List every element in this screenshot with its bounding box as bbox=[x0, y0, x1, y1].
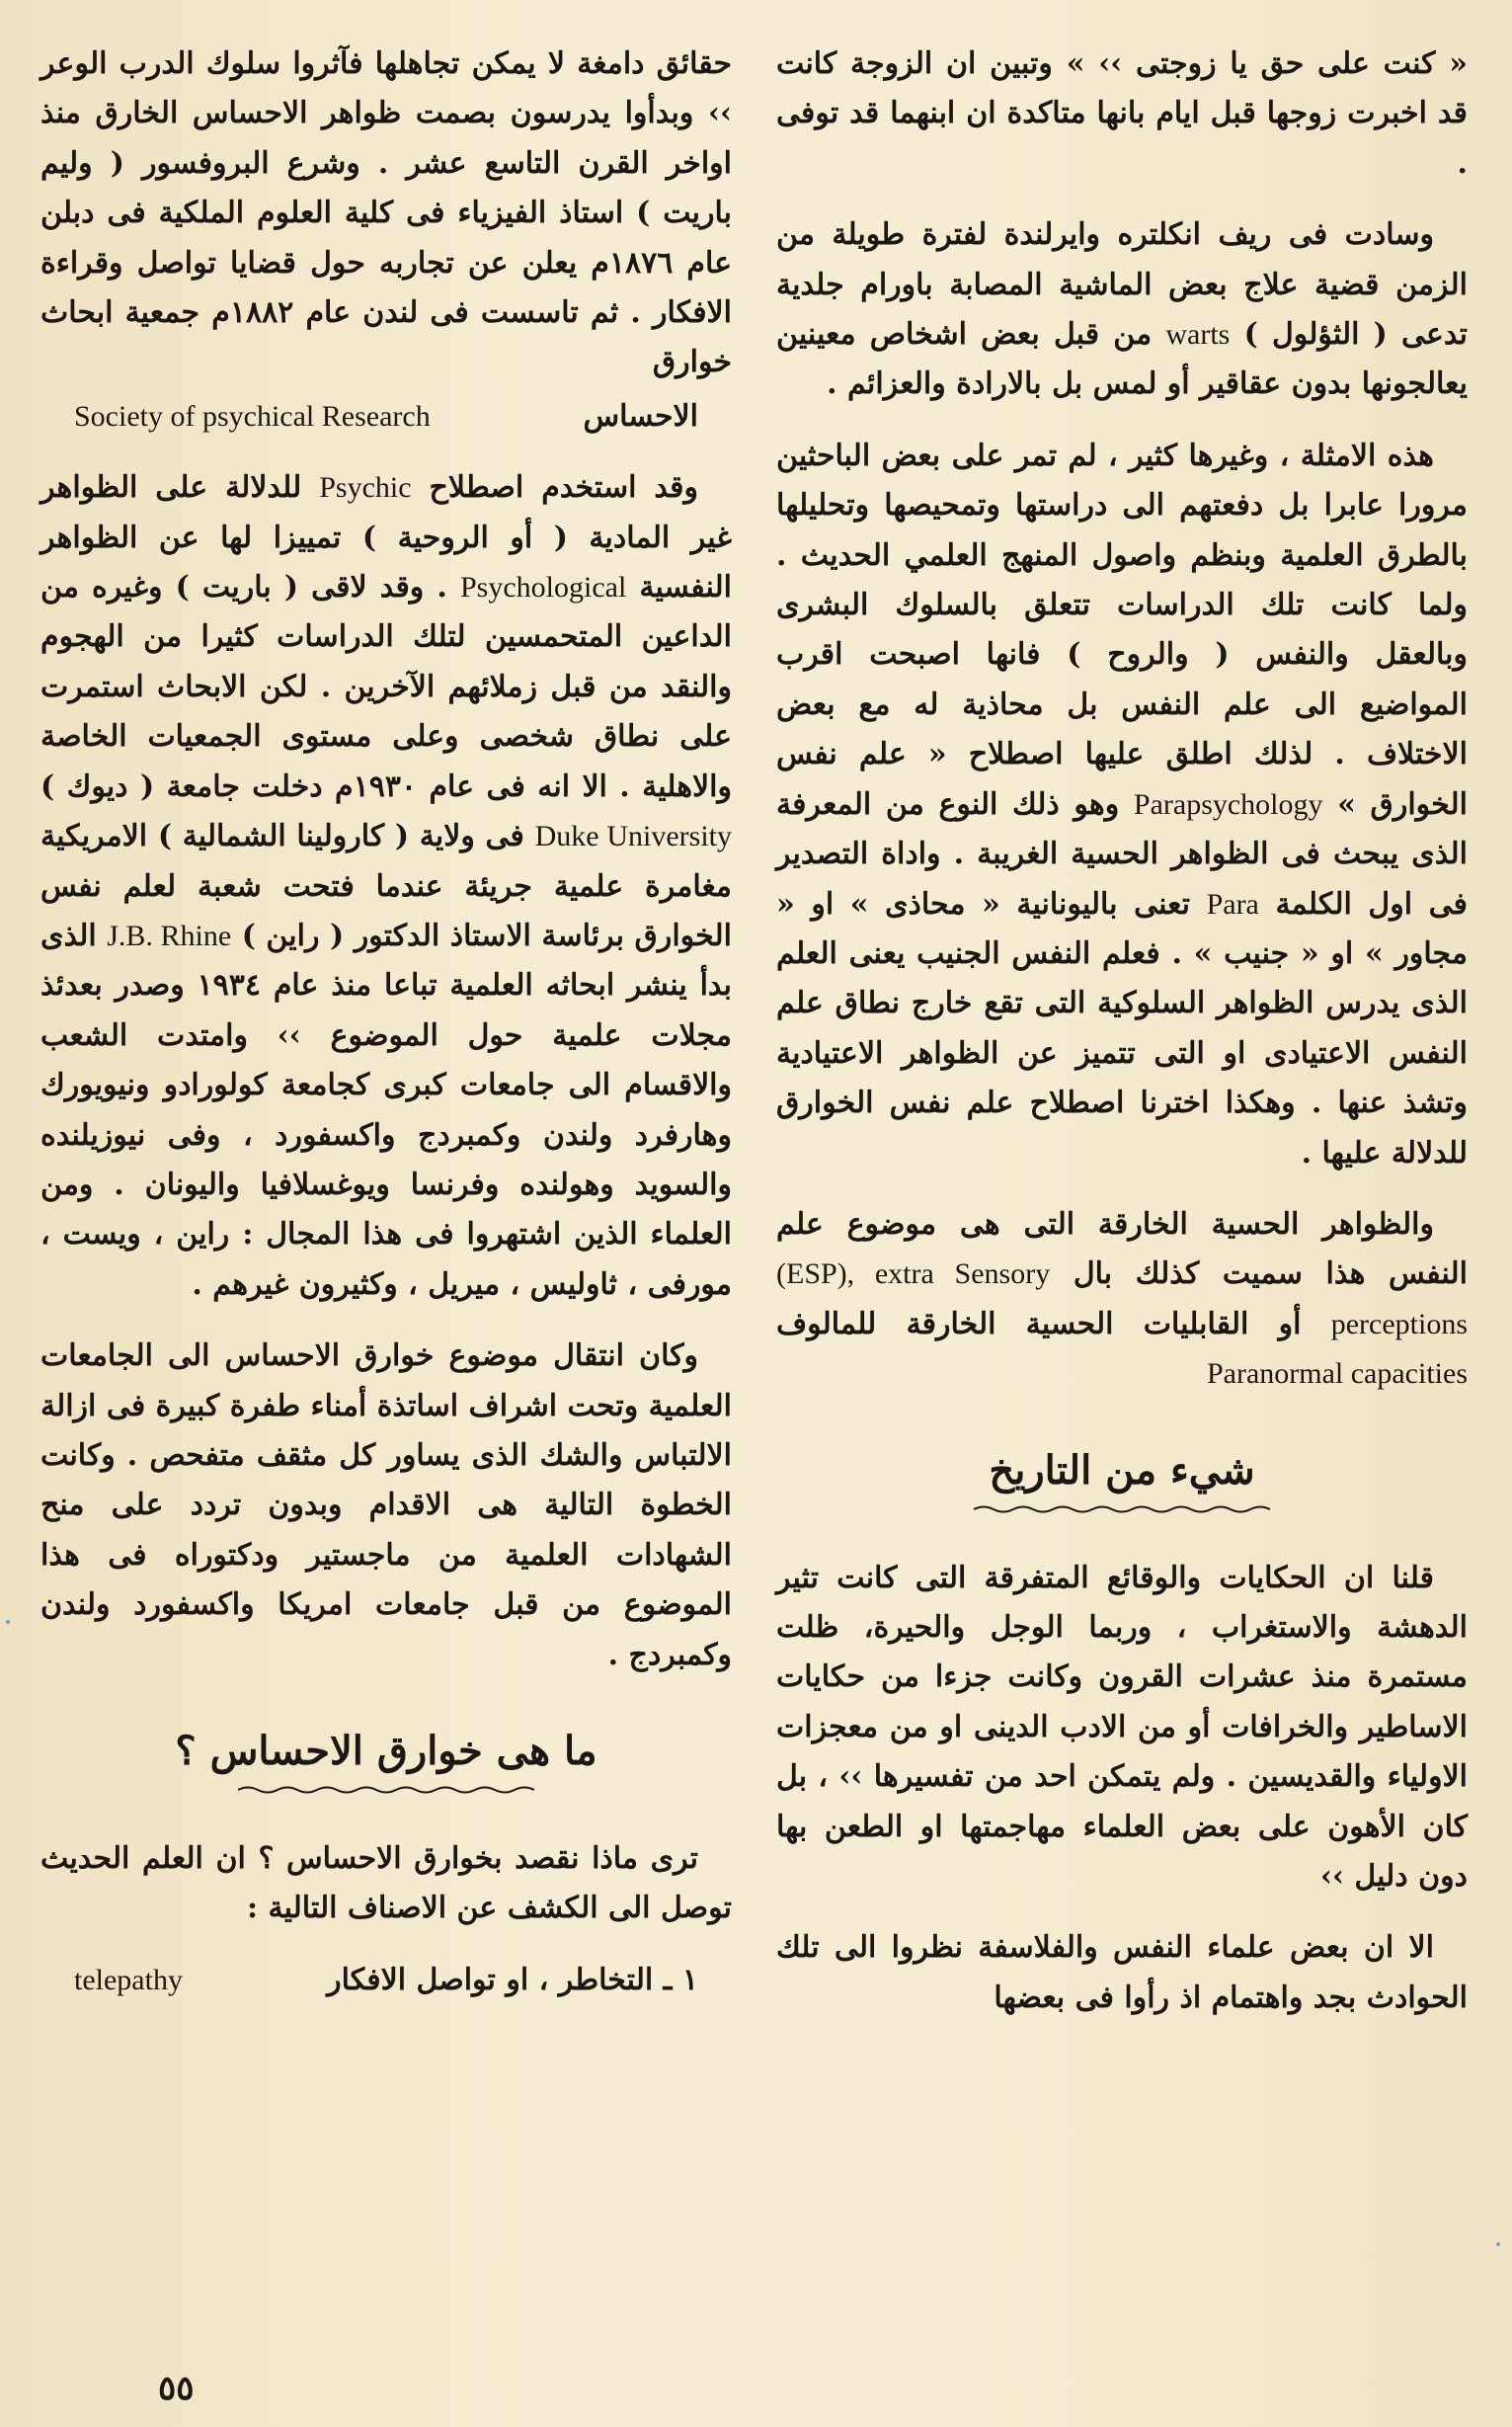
text-run: وقد استخدم اصطلاح bbox=[429, 470, 698, 506]
text-run: . وقد لاقى ( باريت ) وغيره من الداعين المتحمسين لتلك الدراسات كثيرا من الهجوم والنقد من قبل زملائهم الآخرين . لكن الابحاث استمرت على نطاق شخصى وعلى مستوى الجمعيات الخاصة والاهلية . الا انه فى عام ١٩٣٠م دخلت جامعة ( ديوك ) bbox=[40, 570, 732, 804]
paragraph: الا ان بعض علماء النفس والفلاسفة نظروا الى تلك الحوادث بجد واهتمام اذ رأوا فى بعضها bbox=[776, 1930, 1468, 2015]
section-heading-text: شيء من التاريخ bbox=[989, 1446, 1255, 1494]
paragraph bbox=[776, 432, 1468, 1178]
list-item bbox=[40, 1956, 732, 2005]
text-run: حقائق دامغة لا يمكن تجاهلها فآثروا سلوك الدرب الوعر ›› وبدأوا يدرسون بصمت ظواهر الاحساس الخارق منذ اواخر القرن التاسع عشر . وشرع البروفسور ( وليم باريت ) استاذ الفيزياء فى كلية العلوم الملكية فى دبلن عام ١٨٧٦م يعلن عن تجاربه حول قضايا تواصل وقراءة الافكار . ثم تاسست فى لندن عام ١٨٨٢م جمعية ابحاث خوارق bbox=[40, 46, 732, 380]
paragraph: وكان انتقال موضوع خوارق الاحساس الى الجامعات العلمية وتحت اشراف اساتذة أمناء طفرة كبيرة فى ازالة الالتباس والشك الذى يساور كل مثقف متفحص . وكانت الخطوة التالية هى الاقدام وبدون تردد على منح الشهادات العلمية من ماجستير ودكتوراه فى هذا الموضوع من قبل جامعات امريكا واكسفورد ولندن وكمبردج . bbox=[40, 1338, 732, 1672]
paragraph: « كنت على حق يا زوجتى ›› » وتبين ان الزوجة كانت قد اخبرت زوجها قبل ايام بانها متاكدة ان ابنهما قد توفى . bbox=[776, 46, 1468, 181]
english-term: warts bbox=[1165, 318, 1231, 352]
section-heading-text: ما هى خوارق الاحساس ؟ bbox=[175, 1728, 597, 1774]
text-run: فى ولاية ( كارولينا الشمالية ) الامريكية مغامرة علمية جريئة عندما فتحت شعبة لعلم نفس الخوارق برئاسة الاستاذ الدكتور ( راين ) bbox=[40, 819, 732, 953]
paragraph: ترى ماذا نقصد بخوارق الاحساس ؟ ان العلم الحديث توصل الى الكشف عن الاصناف التالية : bbox=[40, 1841, 732, 1926]
wavy-underline bbox=[974, 1504, 1270, 1514]
text-run: والظواهر الحسية الخارقة التى هى موضوع علم النفس هذا سميت كذلك بال bbox=[776, 1206, 1469, 1292]
print-speck bbox=[6, 1620, 10, 1624]
paragraph-last-line bbox=[40, 392, 732, 442]
left-column bbox=[40, 40, 732, 2027]
english-term: Psychological bbox=[459, 571, 627, 605]
english-term: Psychic bbox=[319, 471, 412, 505]
print-speck bbox=[1496, 2242, 1500, 2246]
text-run: الذى بدأ ينشر ابحاثه العلمية تباعا منذ عام ١٩٣٤ وصدر بعدئذ مجلات علمية حول الموضوع ›› وامتدت الشعب والاقسام الى جامعات كبرى كجامعة كولورادو ونيويورك وهارفرد ولندن وكمبردج واكسفورد ، وفى نيوزيلنده والسويد وهولنده وفرنسا ويوغسلافيا واليونان . ومن العلماء الذين اشتهروا فى هذا المجال : راين ، ويست ، مورفى ، ثاوليس ، ميريل ، وكثيرون غيرهم . bbox=[40, 918, 733, 1302]
english-term: J.B. Rhine bbox=[107, 919, 232, 952]
text-run: وسادت فى ريف انكلتره وايرلندة لفترة طويلة من الزمن قضية علاج بعض الماشية المصابة باورام جلدية تدعى ( الثؤلول ) bbox=[776, 217, 1469, 353]
english-term: telepathy bbox=[74, 1963, 183, 1996]
paragraph bbox=[40, 40, 732, 388]
english-term: Parapsychology bbox=[1133, 787, 1323, 821]
text-run: للدلالة على الظواهر غير المادية ( أو الروحية ) تمييزا لها عن الظواهر النفسية bbox=[40, 470, 733, 606]
text-run: وهو ذلك النوع من المعرفة الذى يبحث فى الظواهر الحسية الغريبة . واداة التصدير فى اول الكلمة bbox=[776, 786, 1468, 922]
text-run: أو القابليات الحسية الخارقة للمالوف bbox=[776, 1306, 1302, 1341]
section-heading bbox=[776, 1443, 1468, 1514]
wavy-underline bbox=[238, 1785, 534, 1795]
english-term: (ESP), extra Sensory perceptions bbox=[776, 1257, 1468, 1340]
page-number: ٥٥ bbox=[158, 2369, 195, 2408]
paragraph bbox=[776, 210, 1468, 410]
text-run: تعنى باليونانية « محاذى » او « مجاور » او « جنيب » . فعلم النفس الجنيب يعنى العلم الذى يدرس الظواهر السلوكية التى تقع خارج نطاق علم النفس الاعتيادى او التى تتميز عن الظواهر الاعتيادية وتشذ عنها . وهكذا اخترنا اصطلاح علم نفس الخوارق للدلالة عليها . bbox=[776, 886, 1468, 1171]
text-run: الاحساس bbox=[583, 398, 698, 434]
english-term: Para bbox=[1206, 887, 1259, 921]
paragraph bbox=[40, 463, 732, 1310]
text-run: ١ ـ التخاطر ، او تواصل الافكار bbox=[327, 1962, 698, 1997]
english-term: Society of psychical Research bbox=[74, 399, 431, 433]
right-column bbox=[776, 40, 1468, 2045]
text-run: من قبل بعض اشخاص معينين يعالجونها بدون عقاقير أو لمس بل بالارادة والعزائم . bbox=[776, 317, 1468, 402]
english-term: Paranormal capacities bbox=[1206, 1357, 1468, 1391]
paragraph bbox=[776, 1200, 1468, 1400]
section-heading bbox=[40, 1724, 732, 1795]
text-run: هذه الامثلة ، وغيرها كثير ، لم تمر على بعض الباحثين مرورا عابرا بل دفعتهم الى دراستها وتمحيصها وتحليلها بالطرق العلمية وبنظم واصول المنهج العلمي الحديث . ولما كانت تلك الدراسات تتعلق بالسلوك البشرى وبالعقل والنفس ( والروح ) فانها اصبحت اقرب المواضيع الى علم النفس بل محاذية له مع بعض الاختلاف . لذلك اطلق عليها اصطلاح « علم نفس الخوارق » bbox=[776, 438, 1468, 822]
english-term: Duke University bbox=[534, 820, 732, 853]
paragraph: قلنا ان الحكايات والوقائع المتفرقة التى كانت تثير الدهشة والاستغراب ، وربما الوجل والحيرة، ظلت مستمرة منذ عشرات القرون وكانت جزءا من حكايات الاساطير والخرافات أو من الادب الدينى او من معجزات الاولياء والقديسين . ولم يتمكن احد من تفسيرها ›› ، بل كان الأهون على بعض العلماء مهاجمتها او الطعن بها دون دليل ›› bbox=[776, 1560, 1468, 1894]
